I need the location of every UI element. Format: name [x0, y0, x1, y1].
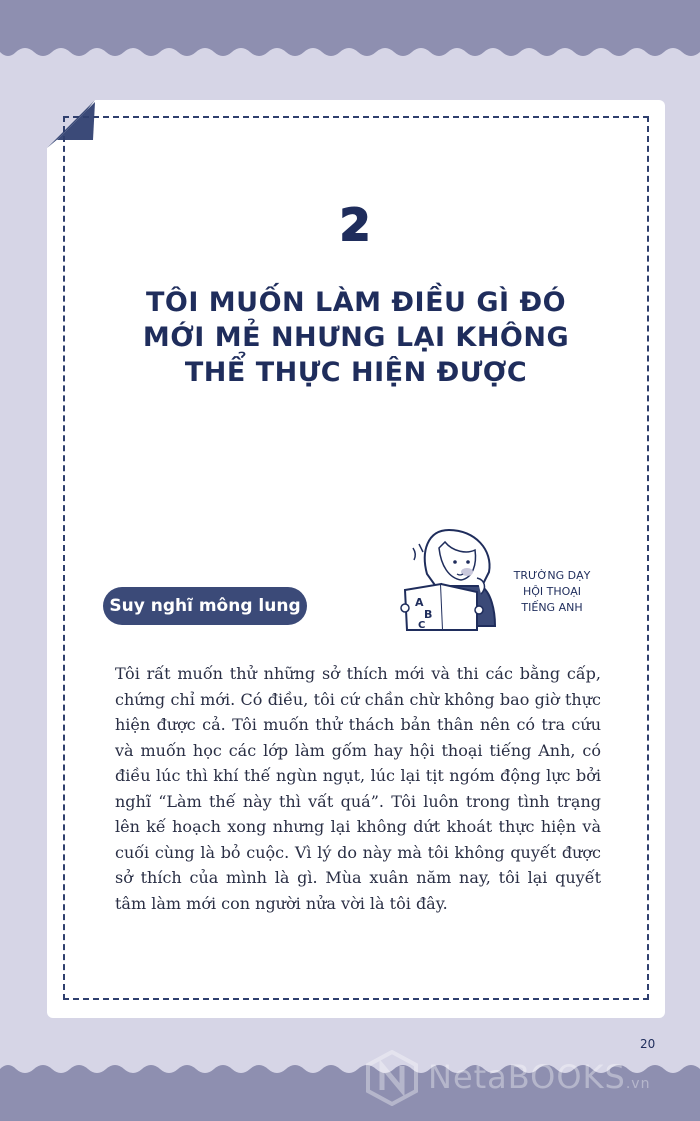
section-tag: Suy nghĩ mông lung — [103, 587, 307, 625]
chapter-title-line: THỂ THỰC HIỆN ĐƯỢC — [184, 357, 528, 388]
content-card — [47, 100, 665, 1018]
girl-reading-book-icon — [397, 522, 507, 632]
sign-line: TIẾNG ANH — [521, 601, 583, 614]
book-letter: B — [424, 608, 433, 621]
book-letter: C — [418, 620, 426, 631]
watermark-suffix: .vn — [625, 1076, 651, 1092]
chapter-number: 2 — [339, 200, 373, 251]
page-number: 20 — [640, 1037, 656, 1051]
chapter-title-line: MỚI MẺ NHƯNG LẠI KHÔNG — [142, 322, 570, 353]
top-decorative-band — [0, 0, 700, 70]
sign-line: TRƯỜNG DẠY — [513, 569, 591, 582]
netabooks-logo-icon — [364, 1050, 420, 1106]
watermark — [362, 1048, 700, 1108]
watermark-text — [428, 1058, 650, 1096]
chapter-title-line: TÔI MUỐN LÀM ĐIỀU GÌ ĐÓ — [145, 287, 567, 318]
watermark-brand: NetaBOOKS — [428, 1058, 626, 1096]
body-paragraph: Tôi rất muốn thử những sở thích mới và thi các bằng cấp, chứng chỉ mới. Có điều, tôi cứ chần chừ không bao giờ thực hiện được cả. Tôi muốn thử thách bản thân nên có tra cứu và muốn học các lớp làm gốm hay hội thoại tiếng Anh, có điều lúc thì khí thế ngùn ngụt, lúc lại tịt ngóm động lực bởi nghĩ “Làm thế này thì vất quá”. Tôi luôn trong tình trạng lên kế hoạch xong nhưng lại không dứt khoát thực hiện và cuối cùng là bỏ cuộc. Vì lý do này mà tôi không quyết được sở thích của mình là gì. Mùa xuân năm nay, tôi lại quyết tâm làm mới con người nửa vời là tôi đây. — [115, 664, 601, 913]
book-cover-sign — [502, 568, 602, 616]
chapter-title — [87, 285, 625, 390]
book-letter: A — [415, 596, 424, 609]
sign-line: HỘI THOẠI — [522, 585, 582, 598]
